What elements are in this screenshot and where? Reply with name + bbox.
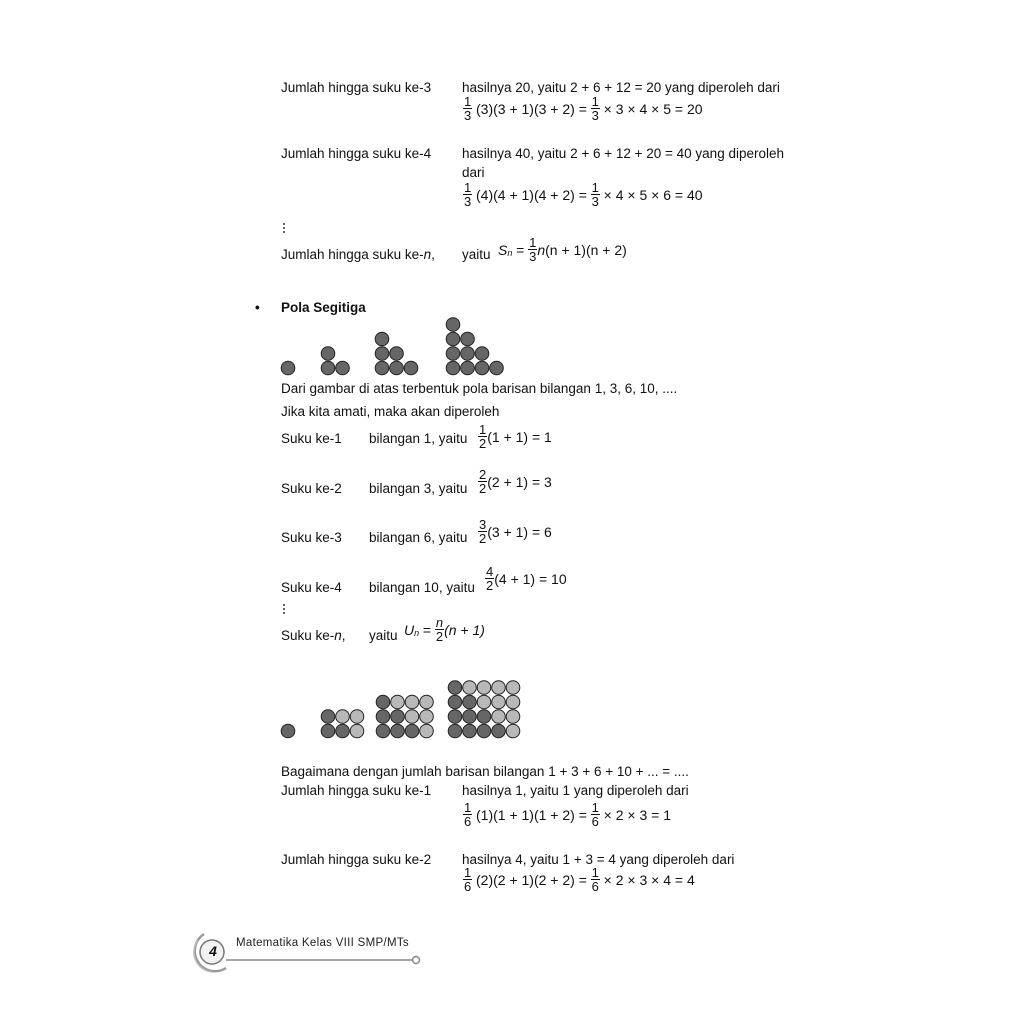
suku-n-formula — [404, 616, 485, 643]
formula-expression: (n + 1)(n + 2) — [545, 241, 627, 258]
dot — [281, 724, 295, 738]
dot — [461, 361, 475, 375]
formula-result: × 4 × 5 × 6 = 40 — [603, 186, 703, 203]
dot — [477, 695, 491, 709]
fraction: $\frac{1}{6}$ — [464, 865, 472, 894]
suku-label: Suku ke-2 — [281, 481, 342, 496]
dot — [321, 361, 335, 375]
dot — [448, 695, 462, 709]
subscript: n — [507, 248, 513, 259]
dot — [420, 724, 434, 738]
fraction: $\frac{4}{2}$ — [486, 564, 494, 593]
dot — [506, 724, 520, 738]
row3-text: hasilnya 20, yaitu 2 + 6 + 12 = 20 yang diperoleh dari — [462, 80, 780, 95]
dot — [336, 724, 350, 738]
rown-yaitu: yaitu — [462, 247, 491, 262]
dot — [405, 724, 419, 738]
fraction: $\frac{1}{3}$ — [591, 94, 599, 123]
dot — [350, 724, 364, 738]
dot — [391, 710, 405, 724]
formula-expression: (3)(3 + 1)(3 + 2) = — [476, 100, 587, 117]
dot — [492, 695, 506, 709]
fraction: $\frac{1}{6}$ — [591, 800, 599, 829]
page-number: 4 — [209, 943, 217, 959]
dot — [350, 710, 364, 724]
row4-formula — [463, 181, 703, 208]
dot — [420, 695, 434, 709]
dot — [375, 361, 389, 375]
dot — [492, 710, 506, 724]
suku-formula — [485, 565, 567, 592]
fraction: $\frac{3}{2}$ — [479, 517, 487, 546]
sum1-text: hasilnya 1, yaitu 1 yang diperoleh dari — [462, 783, 689, 798]
formula-expression: (4)(4 + 1)(4 + 2) = — [476, 186, 587, 203]
dot — [490, 361, 504, 375]
dot — [463, 724, 477, 738]
dot — [446, 332, 460, 346]
dot — [477, 681, 491, 695]
triangle-dots-figure — [278, 314, 518, 378]
row4-label: Jumlah hingga suku ke-4 — [281, 146, 432, 161]
suku-text: bilangan 3, yaitu — [369, 481, 468, 496]
section-title: Pola Segitiga — [281, 300, 366, 315]
rown-label: Jumlah hingga suku ke-n, — [281, 247, 435, 262]
formula-expression: (3 + 1) = 6 — [487, 523, 552, 540]
suku-text: bilangan 6, yaitu — [369, 530, 468, 545]
dot — [375, 332, 389, 346]
fraction: $\frac{n}{2}$ — [435, 615, 444, 644]
dot — [321, 724, 335, 738]
dot — [376, 710, 390, 724]
fraction: $\frac{1}{3}$ — [591, 180, 599, 209]
fraction: $\frac{2}{2}$ — [479, 467, 487, 496]
equals: = — [422, 621, 432, 638]
suku-formula — [478, 518, 552, 545]
suku-formula — [478, 468, 552, 495]
formula-expression: (2)(2 + 1)(2 + 2) = — [476, 871, 587, 888]
dot — [492, 681, 506, 695]
row4-text: hasilnya 40, yaitu 2 + 6 + 12 + 20 = 40 yang diperoleh — [462, 146, 784, 161]
sum2-label: Jumlah hingga suku ke-2 — [281, 852, 432, 867]
vertical-ellipsis — [283, 604, 285, 616]
formula-expression: (4 + 1) = 10 — [494, 570, 567, 587]
dot — [477, 724, 491, 738]
dot — [405, 695, 419, 709]
formula-expression: (1 + 1) = 1 — [487, 428, 552, 445]
dot — [391, 695, 405, 709]
rown-formula — [498, 236, 627, 263]
formula-expression: (1)(1 + 1)(1 + 2) = — [476, 806, 587, 823]
suku-label: Suku ke-3 — [281, 530, 342, 545]
dot — [463, 695, 477, 709]
suku-text: bilangan 10, yaitu — [369, 580, 475, 595]
dot — [375, 347, 389, 361]
dot — [404, 361, 418, 375]
sum2-formula — [463, 866, 695, 893]
dot — [506, 695, 520, 709]
suku-formula — [478, 423, 552, 450]
suku-n-label: Suku ke-n, — [281, 628, 346, 643]
equals: = — [516, 241, 525, 258]
bullet: • — [255, 300, 260, 315]
dot — [390, 347, 404, 361]
dot — [446, 347, 460, 361]
dot — [461, 332, 475, 346]
formula-expression: (n + 1) — [444, 621, 485, 638]
dot — [506, 681, 520, 695]
suku-label: Suku ke-4 — [281, 580, 342, 595]
dot — [390, 361, 404, 375]
dot — [376, 724, 390, 738]
dot — [475, 361, 489, 375]
formula-expression: (2 + 1) = 3 — [487, 473, 552, 490]
formula-result: × 2 × 3 × 4 = 4 — [603, 871, 695, 888]
dot — [463, 710, 477, 724]
dot — [281, 361, 295, 375]
sum2-text: hasilnya 4, yaitu 1 + 3 = 4 yang diperoleh dari — [462, 852, 735, 867]
suku-text: bilangan 1, yaitu — [369, 431, 468, 446]
dot — [405, 710, 419, 724]
dot — [506, 710, 520, 724]
formula-result: × 2 × 3 = 1 — [603, 806, 671, 823]
formula-result: × 3 × 4 × 5 = 20 — [603, 100, 703, 117]
dot — [461, 347, 475, 361]
dot — [446, 318, 460, 332]
symbol-u: U — [404, 621, 415, 638]
dot — [448, 681, 462, 695]
subscript: n — [414, 628, 420, 639]
dot — [420, 710, 434, 724]
dot — [463, 681, 477, 695]
sum1-label: Jumlah hingga suku ke-1 — [281, 783, 432, 798]
fraction: $\frac{1}{3}$ — [529, 235, 537, 264]
fraction: $\frac{1}{6}$ — [464, 800, 472, 829]
symbol-s: S — [498, 241, 508, 258]
row4-text2: dari — [462, 165, 485, 180]
dot — [446, 361, 460, 375]
dot — [321, 710, 335, 724]
row3-label: Jumlah hingga suku ke-3 — [281, 80, 432, 95]
fraction: $\frac{1}{6}$ — [591, 865, 599, 894]
dot — [475, 347, 489, 361]
rectangle-dots-figure — [278, 692, 538, 756]
question: Bagaimana dengan jumlah barisan bilangan 1 + 3 + 6 + 10 + ... = .... — [281, 764, 689, 779]
dot — [336, 710, 350, 724]
dot — [321, 347, 335, 361]
dot — [477, 710, 491, 724]
dot — [336, 361, 350, 375]
fraction: $\frac{1}{3}$ — [464, 180, 472, 209]
sum1-formula — [463, 801, 671, 828]
dot — [492, 724, 506, 738]
suku-n-yaitu: yaitu — [369, 628, 398, 643]
fraction: $\frac{1}{2}$ — [479, 422, 487, 451]
dot — [448, 724, 462, 738]
book-title: Matematika Kelas VIII SMP/MTs — [236, 937, 409, 949]
suku-label: Suku ke-1 — [281, 431, 342, 446]
pola-desc2: Jika kita amati, maka akan diperoleh — [281, 404, 500, 419]
dot — [391, 724, 405, 738]
row3-formula — [463, 95, 703, 122]
dot — [376, 695, 390, 709]
vertical-ellipsis — [283, 223, 285, 235]
pola-desc1: Dari gambar di atas terbentuk pola barisan bilangan 1, 3, 6, 10, .... — [281, 381, 678, 396]
dot — [448, 710, 462, 724]
fraction: $\frac{1}{3}$ — [464, 94, 472, 123]
symbol-n: n — [537, 241, 546, 258]
